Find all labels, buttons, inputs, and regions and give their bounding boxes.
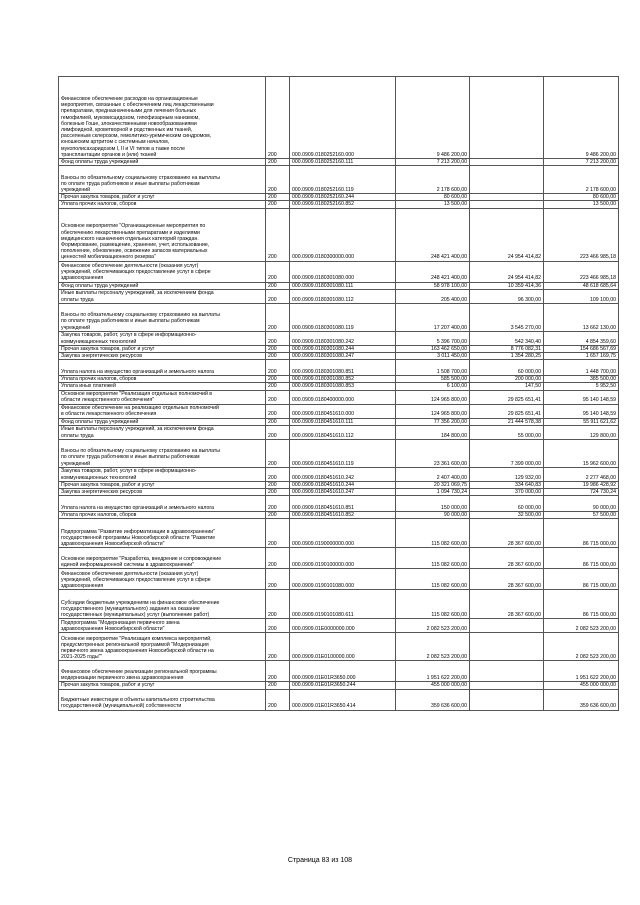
row-admin-code: 200 (266, 496, 290, 512)
row-description: Уплата налога на имущество организаций и земельного налога (59, 360, 266, 376)
row-executed-amount: 129 932,00 (470, 467, 544, 481)
row-executed-amount: 8 776 082,31 (470, 345, 544, 352)
row-remaining-amount: 86 715 000,00 (544, 569, 619, 590)
row-approved-amount: 77 356 200,00 (396, 418, 470, 425)
row-executed-amount (470, 166, 544, 194)
table-row (59, 519, 619, 548)
row-executed-amount (470, 159, 544, 166)
row-budget-code: 000.0909.0180451610.242 (290, 467, 396, 481)
table-row (59, 390, 619, 404)
row-admin-code: 200 (266, 201, 290, 208)
row-approved-amount: 6 100,00 (396, 383, 470, 390)
row-description: Взносы по обязательному социальному страхованию на выплаты по оплате труда работников и иные выплаты работникам учреждений (59, 439, 266, 467)
row-description: Основное мероприятие "Разработка, внедрение и сопровождение единой информационной системы в здравоохранении" (59, 548, 266, 569)
table-row (59, 159, 619, 166)
row-description: Прочая закупка товаров, работ и услуг (59, 345, 266, 352)
row-approved-amount: 23 361 600,00 (396, 439, 470, 467)
row-approved-amount: 115 082 600,00 (396, 590, 470, 619)
row-approved-amount: 20 321 069,75 (396, 481, 470, 488)
row-remaining-amount: 15 962 600,00 (544, 439, 619, 467)
row-budget-code: 000.0909.01E01R3650.244 (290, 682, 396, 689)
row-description: Фонд оплаты труда учреждений (59, 418, 266, 425)
row-budget-code: 000.0909.0180300000.000 (290, 208, 396, 261)
table-row (59, 467, 619, 481)
row-admin-code: 200 (266, 519, 290, 548)
row-remaining-amount: 223 466 985,18 (544, 261, 619, 282)
row-budget-code: 000.0909.0180301080.852 (290, 376, 396, 383)
table-row (59, 548, 619, 569)
row-description: Иные выплаты персоналу учреждений, за исключением фонда оплаты труда (59, 425, 266, 439)
row-remaining-amount: 359 636 600,00 (544, 689, 619, 710)
row-executed-amount (470, 633, 544, 661)
table-row (59, 303, 619, 331)
row-budget-code: 000.0909.0180451610.119 (290, 439, 396, 467)
row-executed-amount (470, 619, 544, 633)
row-admin-code: 200 (266, 303, 290, 331)
row-approved-amount: 7 213 200,00 (396, 159, 470, 166)
row-executed-amount: 21 444 578,38 (470, 418, 544, 425)
row-description: Взносы по обязательному социальному страхованию на выплаты по оплате труда работников и иные выплаты работникам учреждений (59, 166, 266, 194)
row-executed-amount: 200 000,00 (470, 376, 544, 383)
row-description: Взносы по обязательному социальному страхованию на выплаты по оплате труда работников и иные выплаты работникам учреждений (59, 303, 266, 331)
row-executed-amount: 7 399 000,00 (470, 439, 544, 467)
row-remaining-amount: 5 952,50 (544, 383, 619, 390)
row-admin-code: 200 (266, 261, 290, 282)
row-executed-amount: 28 367 600,00 (470, 590, 544, 619)
table-row (59, 376, 619, 383)
row-admin-code: 200 (266, 418, 290, 425)
row-executed-amount: 55 000,00 (470, 425, 544, 439)
row-budget-code: 000.0909.0190101080.611 (290, 590, 396, 619)
row-budget-code: 000.0909.0180400000.000 (290, 390, 396, 404)
page-number: Страница 83 из 108 (287, 857, 353, 864)
row-description: Фонд оплаты труда учреждений (59, 159, 266, 166)
row-description: Субсидии бюджетным учреждениям на финансовое обеспечение государственного (муниципального) задания на оказание государственных (муниципальных) услуг (выполнение работ) (59, 590, 266, 619)
row-executed-amount: 60 000,00 (470, 360, 544, 376)
row-budget-code: 000.0909.0190101080.000 (290, 569, 396, 590)
row-executed-amount: 29 825 651,41 (470, 404, 544, 418)
row-admin-code: 200 (266, 439, 290, 467)
table-row (59, 661, 619, 682)
row-admin-code: 200 (266, 467, 290, 481)
row-executed-amount: 147,50 (470, 383, 544, 390)
row-budget-code: 000.0909.0180301080.111 (290, 282, 396, 289)
table-row (59, 282, 619, 289)
table-row (59, 590, 619, 619)
row-approved-amount: 58 978 100,00 (396, 282, 470, 289)
row-remaining-amount: 48 618 685,64 (544, 282, 619, 289)
row-approved-amount: 80 600,00 (396, 194, 470, 201)
row-budget-code: 000.0909.0180252160.111 (290, 159, 396, 166)
row-budget-code: 000.0909.0190000000.000 (290, 519, 396, 548)
row-budget-code: 000.0909.0180252160.852 (290, 201, 396, 208)
row-executed-amount: 1 354 280,25 (470, 353, 544, 360)
budget-table (58, 76, 619, 711)
row-executed-amount: 28 367 600,00 (470, 548, 544, 569)
table-row (59, 360, 619, 376)
row-description: Закупка товаров, работ, услуг в сфере информационно- коммуникационных технологий (59, 467, 266, 481)
row-remaining-amount: 129 800,00 (544, 425, 619, 439)
row-admin-code: 200 (266, 282, 290, 289)
table-row (59, 201, 619, 208)
row-executed-amount (470, 689, 544, 710)
row-budget-code: 000.0909.0180252160.119 (290, 166, 396, 194)
row-admin-code: 200 (266, 425, 290, 439)
row-approved-amount: 248 421 400,00 (396, 208, 470, 261)
row-description: Финансовое обеспечение на реализацию отдельных полномочий в области лекарственного обеспечения (59, 404, 266, 418)
table-row (59, 289, 619, 303)
row-budget-code: 000.0909.01E01R3650.000 (290, 661, 396, 682)
row-approved-amount: 5 396 700,00 (396, 331, 470, 345)
row-admin-code: 200 (266, 619, 290, 633)
row-remaining-amount: 724 730,24 (544, 489, 619, 496)
row-budget-code: 000.0909.0180301080.112 (290, 289, 396, 303)
row-admin-code: 200 (266, 489, 290, 496)
row-approved-amount: 184 800,00 (396, 425, 470, 439)
table-row (59, 425, 619, 439)
row-approved-amount: 90 000,00 (396, 512, 470, 519)
row-executed-amount (470, 194, 544, 201)
row-remaining-amount: 4 854 359,60 (544, 331, 619, 345)
row-executed-amount (470, 77, 544, 159)
row-description: Финансовое обеспечение деятельности (оказания услуг) учреждений, обеспечивающих предоставление услуг в сфере здравоохранения (59, 569, 266, 590)
row-approved-amount: 248 421 400,00 (396, 261, 470, 282)
row-remaining-amount: 80 600,00 (544, 194, 619, 201)
table-row (59, 418, 619, 425)
row-admin-code: 200 (266, 331, 290, 345)
table-row (59, 496, 619, 512)
row-executed-amount: 3 545 270,00 (470, 303, 544, 331)
row-budget-code: 000.0909.0180451610.112 (290, 425, 396, 439)
row-description: Подпрограмма "Развитие информатизации в здравоохранении" государственной программы Новосибирской области "Развитие здравоохранения Новосибирской области" (59, 519, 266, 548)
row-budget-code: 000.0909.0180451610.247 (290, 489, 396, 496)
row-remaining-amount: 1 951 622 200,00 (544, 661, 619, 682)
row-executed-amount: 28 367 600,00 (470, 519, 544, 548)
table-row (59, 569, 619, 590)
row-executed-amount: 24 954 414,82 (470, 208, 544, 261)
row-description: Подпрограмма "Модернизация первичного звена здравоохранения Новосибирской области" (59, 619, 266, 633)
row-admin-code: 200 (266, 661, 290, 682)
row-admin-code: 200 (266, 208, 290, 261)
row-description: Основное мероприятие "Реализация отдельных полномочий в области лекарственного обеспечения" (59, 390, 266, 404)
row-admin-code: 200 (266, 345, 290, 352)
row-description: Закупка энергетических ресурсов (59, 353, 266, 360)
row-approved-amount: 359 636 600,00 (396, 689, 470, 710)
table-row (59, 166, 619, 194)
table-row (59, 689, 619, 710)
row-budget-code: 000.0909.0180451610.244 (290, 481, 396, 488)
table-row (59, 682, 619, 689)
row-admin-code: 200 (266, 159, 290, 166)
row-remaining-amount: 385 500,00 (544, 376, 619, 383)
row-remaining-amount: 1 657 169,75 (544, 353, 619, 360)
budget-table-body (59, 77, 619, 711)
row-description: Прочая закупка товаров, работ и услуг (59, 682, 266, 689)
row-admin-code: 200 (266, 689, 290, 710)
row-description: Уплата прочих налогов, сборов (59, 512, 266, 519)
table-row (59, 77, 619, 159)
row-budget-code: 000.0909.0180451610.111 (290, 418, 396, 425)
row-remaining-amount: 455 000 000,00 (544, 682, 619, 689)
row-approved-amount: 150 000,00 (396, 496, 470, 512)
row-executed-amount (470, 201, 544, 208)
row-admin-code: 200 (266, 77, 290, 159)
row-approved-amount: 9 486 200,00 (396, 77, 470, 159)
table-row (59, 619, 619, 633)
row-remaining-amount: 86 715 000,00 (544, 590, 619, 619)
row-approved-amount: 205 400,00 (396, 289, 470, 303)
row-description: Закупка товаров, работ, услуг в сфере информационно- коммуникационных технологий (59, 331, 266, 345)
row-remaining-amount: 13 500,00 (544, 201, 619, 208)
row-admin-code: 200 (266, 548, 290, 569)
row-approved-amount: 13 500,00 (396, 201, 470, 208)
row-budget-code: 000.0909.0180301080.000 (290, 261, 396, 282)
row-budget-code: 000.0909.0190100000.000 (290, 548, 396, 569)
row-admin-code: 200 (266, 166, 290, 194)
row-description: Основное мероприятие "Организационные мероприятия по обеспечению лекарственными препаратами и изделиями медицинского назначения отдельных категорий граждан. Формирование, размещение, хранение, учет, использование, пополнение, обновление, освежение запасов материальных ценностей мобилизационного резерва" (59, 208, 266, 261)
row-admin-code: 200 (266, 376, 290, 383)
row-admin-code: 200 (266, 512, 290, 519)
row-remaining-amount: 1 448 700,00 (544, 360, 619, 376)
row-remaining-amount: 2 082 523 200,00 (544, 619, 619, 633)
row-executed-amount: 334 640,83 (470, 481, 544, 488)
row-budget-code: 000.0909.0180451610.851 (290, 496, 396, 512)
row-approved-amount: 455 000 000,00 (396, 682, 470, 689)
row-executed-amount: 370 000,00 (470, 489, 544, 496)
table-row (59, 489, 619, 496)
row-executed-amount: 96 300,00 (470, 289, 544, 303)
table-row (59, 404, 619, 418)
row-description: Основное мероприятие "Реализация комплекса мероприятий, предусмотренных региональной программой "Модернизация первичного звена здравоохранения Новосибирской области на 2021-2025 годы"" (59, 633, 266, 661)
row-approved-amount: 115 082 600,00 (396, 569, 470, 590)
row-admin-code: 200 (266, 633, 290, 661)
row-admin-code: 200 (266, 353, 290, 360)
table-row (59, 261, 619, 282)
row-approved-amount: 163 462 650,00 (396, 345, 470, 352)
row-admin-code: 200 (266, 682, 290, 689)
row-budget-code: 000.0909.0180252160.000 (290, 77, 396, 159)
row-remaining-amount: 2 082 523 200,00 (544, 633, 619, 661)
row-approved-amount: 124 965 800,00 (396, 404, 470, 418)
table-row (59, 481, 619, 488)
row-budget-code: 000.0909.01E0100000.000 (290, 633, 396, 661)
row-admin-code: 200 (266, 404, 290, 418)
row-budget-code: 000.0909.01E0000000.000 (290, 619, 396, 633)
row-remaining-amount: 86 715 000,00 (544, 519, 619, 548)
row-approved-amount: 2 082 523 200,00 (396, 619, 470, 633)
row-budget-code: 000.0909.0180451610.852 (290, 512, 396, 519)
row-description: Прочая закупка товаров, работ и услуг (59, 481, 266, 488)
row-approved-amount: 3 011 450,00 (396, 353, 470, 360)
row-executed-amount: 28 367 600,00 (470, 569, 544, 590)
row-approved-amount: 2 407 400,00 (396, 467, 470, 481)
row-executed-amount (470, 682, 544, 689)
row-description: Иные выплаты персоналу учреждений, за исключением фонда оплаты труда (59, 289, 266, 303)
row-remaining-amount: 86 715 000,00 (544, 548, 619, 569)
table-row (59, 383, 619, 390)
row-admin-code: 200 (266, 289, 290, 303)
row-admin-code: 200 (266, 481, 290, 488)
row-remaining-amount: 223 466 985,18 (544, 208, 619, 261)
row-approved-amount: 124 965 800,00 (396, 390, 470, 404)
row-remaining-amount: 19 986 428,92 (544, 481, 619, 488)
row-remaining-amount: 9 486 200,00 (544, 77, 619, 159)
row-approved-amount: 115 082 600,00 (396, 519, 470, 548)
row-remaining-amount: 55 911 621,62 (544, 418, 619, 425)
row-approved-amount: 2 178 600,00 (396, 166, 470, 194)
row-remaining-amount: 57 500,00 (544, 512, 619, 519)
row-budget-code: 000.0909.0180451610.000 (290, 404, 396, 418)
row-budget-code: 000.0909.0180301080.244 (290, 345, 396, 352)
row-description: Финансовое обеспечение деятельности (оказания услуг) учреждений, обеспечивающих предоставление услуг в сфере здравоохранения (59, 261, 266, 282)
row-description: Уплата налога на имущество организаций и земельного налога (59, 496, 266, 512)
row-approved-amount: 1 508 700,00 (396, 360, 470, 376)
table-row (59, 345, 619, 352)
row-description: Прочая закупка товаров, работ и услуг (59, 194, 266, 201)
row-approved-amount: 115 082 600,00 (396, 548, 470, 569)
row-admin-code: 200 (266, 590, 290, 619)
row-budget-code: 000.0909.0180252160.244 (290, 194, 396, 201)
row-approved-amount: 1 951 622 200,00 (396, 661, 470, 682)
table-row (59, 208, 619, 261)
row-description: Закупка энергетических ресурсов (59, 489, 266, 496)
table-row (59, 439, 619, 467)
row-remaining-amount: 2 178 600,00 (544, 166, 619, 194)
table-row (59, 512, 619, 519)
row-remaining-amount: 7 213 200,00 (544, 159, 619, 166)
row-remaining-amount: 2 277 468,00 (544, 467, 619, 481)
row-remaining-amount: 90 000,00 (544, 496, 619, 512)
table-row (59, 331, 619, 345)
row-admin-code: 200 (266, 194, 290, 201)
row-executed-amount: 60 000,00 (470, 496, 544, 512)
row-executed-amount: 32 500,00 (470, 512, 544, 519)
row-remaining-amount: 109 100,00 (544, 289, 619, 303)
row-description: Фонд оплаты труда учреждений (59, 282, 266, 289)
row-budget-code: 000.0909.01E01R3650.414 (290, 689, 396, 710)
table-row (59, 633, 619, 661)
row-admin-code: 200 (266, 383, 290, 390)
row-description: Уплата прочих налогов, сборов (59, 201, 266, 208)
row-executed-amount: 29 825 651,41 (470, 390, 544, 404)
row-budget-code: 000.0909.0180301080.247 (290, 353, 396, 360)
row-budget-code: 000.0909.0180301080.242 (290, 331, 396, 345)
row-remaining-amount: 95 140 148,59 (544, 390, 619, 404)
row-admin-code: 200 (266, 569, 290, 590)
row-approved-amount: 2 082 523 200,00 (396, 633, 470, 661)
row-admin-code: 200 (266, 390, 290, 404)
row-description: Уплата иных платежей (59, 383, 266, 390)
row-remaining-amount: 154 686 567,69 (544, 345, 619, 352)
row-budget-code: 000.0909.0180301080.853 (290, 383, 396, 390)
table-row (59, 353, 619, 360)
row-remaining-amount: 95 140 148,59 (544, 404, 619, 418)
row-executed-amount: 542 340,40 (470, 331, 544, 345)
row-description: Финансовое обеспечение расходов на организационные мероприятия, связанные с обеспечением лиц лекарственными препаратами, предназначенными для лечения больных гемофилией, муковисцидозом, гипофизарным нанизмом, болезнью Гоше, злокачественными новообразованиями лимфоидной, кроветворной и родственных им тканей, рассеянным склерозом, гемолитико-уремическим синдромом, юношеским артритом с системным началом, мукополисахаридозом I, II и VI типов а также после трансплантации органов и (или) тканей (59, 77, 266, 159)
row-approved-amount: 1 094 730,24 (396, 489, 470, 496)
row-description: Бюджетные инвестиции в объекты капитального строительства государственной (муниципальной) собственности (59, 689, 266, 710)
row-executed-amount (470, 661, 544, 682)
row-budget-code: 000.0909.0180301080.851 (290, 360, 396, 376)
row-remaining-amount: 13 662 130,00 (544, 303, 619, 331)
row-description: Уплата прочих налогов, сборов (59, 376, 266, 383)
row-executed-amount: 24 954 414,82 (470, 261, 544, 282)
table-row (59, 194, 619, 201)
row-description: Финансовое обеспечение реализации региональной программы модернизации первичного звена здравоохранения (59, 661, 266, 682)
row-admin-code: 200 (266, 360, 290, 376)
row-budget-code: 000.0909.0180301080.119 (290, 303, 396, 331)
row-executed-amount: 10 359 414,36 (470, 282, 544, 289)
row-approved-amount: 17 207 400,00 (396, 303, 470, 331)
row-approved-amount: 585 500,00 (396, 376, 470, 383)
